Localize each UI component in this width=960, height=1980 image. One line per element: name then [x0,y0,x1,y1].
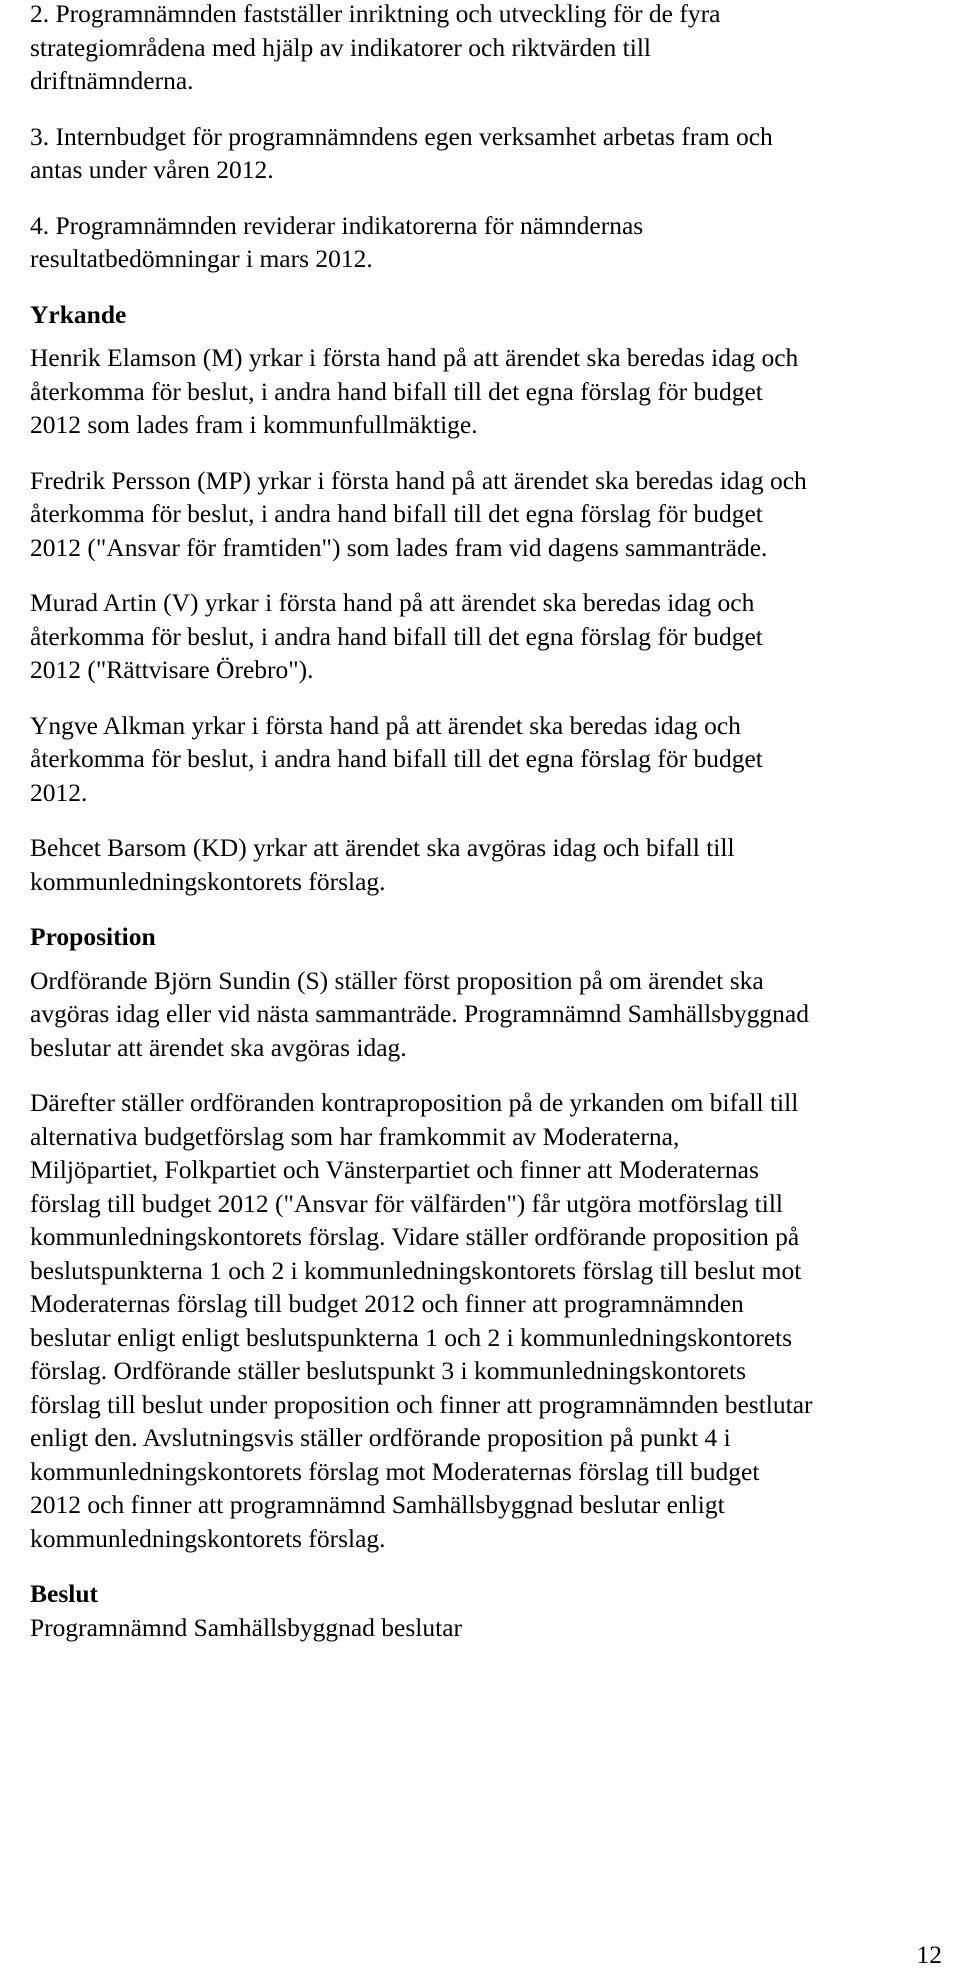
proposition-heading: Proposition [30,922,156,951]
text-line: återkomma för beslut, i andra hand bifall till det egna förslag för budget [30,499,763,528]
text-line: förslag till budget 2012 ("Ansvar för välfärden") får utgöra motförslag till [30,1188,784,1218]
text-line: Behcet Barsom (KD) yrkar att ärendet ska avgöras idag och bifall till [30,833,735,862]
text-line: antas under våren 2012. [30,155,274,184]
text-line: 3. Internbudget för programnämndens egen verksamhet arbetas fram och [30,121,773,151]
intro-item-3 [30,120,950,187]
text-line: förslag. Ordförande ställer beslutspunkt 3 i kommunledningskontorets [30,1356,747,1385]
text-line: kommunledningskontorets förslag mot Moderaternas förslag till budget [30,1456,760,1486]
text-line: Moderaternas förslag till budget 2012 och finner att programnämnden [30,1289,744,1318]
text-line: enligt den. Avslutningsvis ställer ordförande proposition på punkt 4 i [30,1423,731,1452]
page-number: 12 [916,1940,942,1969]
text-line: strategiområdena med hjälp av indikatorer och riktvärden till [30,32,651,62]
text-line: Ordförande Björn Sundin (S) ställer först proposition på om ärendet ska [30,965,764,995]
yrkande-paragraph-barsom [30,831,950,898]
proposition-paragraph-2 [30,1086,950,1555]
yrkande-paragraph-alkman [30,709,950,810]
text-line: Fredrik Persson (MP) yrkar i första hand på att ärendet ska beredas idag och [30,465,807,495]
text-line: 2012 och finner att programnämnd Samhällsbyggnad beslutar enligt [30,1490,725,1519]
text-line: återkomma för beslut, i andra hand bifall till det egna förslag för budget [30,376,763,406]
text-line: beslutar att ärendet ska avgöras idag. [30,1032,407,1062]
text-line: avgöras idag eller vid nästa sammanträde. Programnämnd Samhällsbyggnad [30,999,809,1028]
text-line: återkomma för beslut, i andra hand bifall till det egna förslag för budget [30,744,763,773]
text-line: 2012 ("Ansvar för framtiden") som lades fram vid dagens sammanträde. [30,532,768,562]
intro-item-4 [30,209,950,276]
text-line: 2012 som lades fram i kommunfullmäktige. [30,410,478,439]
yrkande-paragraph-artin [30,586,950,687]
text-line: Därefter ställer ordföranden kontraproposition på de yrkanden om bifall till [30,1088,799,1117]
text-line: kommunledningskontorets förslag. Vidare ställer ordförande proposition på [30,1222,800,1251]
text-line: Miljöpartiet, Folkpartiet och Vänsterpartiet och finner att Moderaternas [30,1155,759,1184]
text-line: kommunledningskontorets förslag. [30,866,386,896]
text-line: Murad Artin (V) yrkar i första hand på att ärendet ska beredas idag och [30,588,755,617]
text-line: beslutar enligt enligt beslutspunkterna 1 och 2 i kommunledningskontorets [30,1322,793,1352]
yrkande-paragraph-elamson [30,341,950,442]
intro-item-2 [30,0,950,98]
beslut-heading: Beslut [30,1579,99,1608]
text-line: alternativa budgetförslag som har framkommit av Moderaterna, [30,1121,680,1151]
text-line: resultatbedömningar i mars 2012. [30,244,373,273]
text-line: beslutspunkterna 1 och 2 i kommunledningskontorets förslag till beslut mot [30,1255,802,1285]
text-line: 4. Programnämnden reviderar indikatorerna för nämndernas [30,210,644,240]
text-line: 2012 ("Rättvisare Örebro"). [30,655,314,684]
text-line: driftnämnderna. [30,66,194,95]
document-body [30,0,950,1644]
text-line: 2012. [30,777,88,807]
yrkande-paragraph-persson [30,464,950,565]
beslut-text: Programnämnd Samhällsbyggnad beslutar [30,1612,463,1642]
text-line: återkomma för beslut, i andra hand bifall till det egna förslag för budget [30,621,763,651]
proposition-paragraph-1 [30,964,950,1065]
text-line: kommunledningskontorets förslag. [30,1523,386,1553]
text-line: Henrik Elamson (M) yrkar i första hand på att ärendet ska beredas idag och [30,343,799,372]
text-line: Yngve Alkman yrkar i första hand på att ärendet ska beredas idag och [30,710,741,740]
yrkande-heading: Yrkande [30,299,127,329]
text-line: förslag till beslut under proposition och finner att programnämnden bestlutar [30,1389,813,1419]
text-line: 2. Programnämnden fastställer inriktning och utveckling för de fyra [30,0,721,28]
